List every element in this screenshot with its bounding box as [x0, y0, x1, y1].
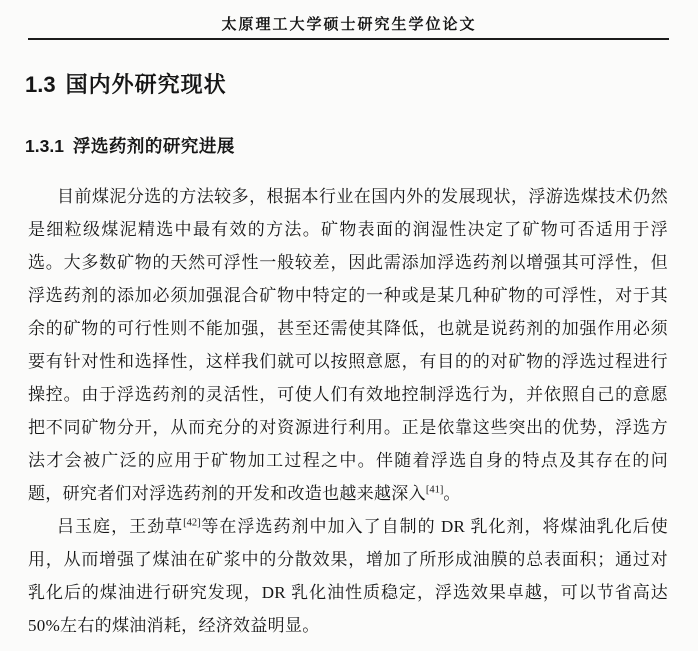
- header-rule: [28, 38, 669, 40]
- section-number: 1.3: [25, 72, 56, 97]
- subsection-heading: [25, 136, 698, 158]
- section-heading: [25, 71, 698, 99]
- section-title: 国内外研究现状: [65, 72, 227, 97]
- paragraph-2-tail: 等在浮选药剂中加入了自制的 DR 乳化剂，将煤油乳化后使用，从而增强了煤油在矿浆中的分散效果，增加了所形成油膜的总表面积；通过对乳化后的煤油进行研究发现，DR 乳化油性质稳定，浮选效果卓越，可以节省高达 50%左右的煤油消耗，经济效益明显。: [28, 517, 668, 636]
- body-text: [28, 180, 668, 642]
- paragraph-2-text: 吕玉庭，王劲草: [57, 517, 184, 537]
- running-header: 太原理工大学硕士研究生学位论文: [221, 17, 477, 33]
- citation-ref-42: [42]: [183, 517, 201, 529]
- paragraph-1-tail: 。: [443, 484, 461, 504]
- paragraph-2: [28, 510, 668, 642]
- citation-ref-41: [41]: [425, 484, 444, 496]
- paragraph-1: [28, 180, 668, 510]
- subsection-title: 浮选药剂的研究进展: [72, 135, 235, 156]
- subsection-number: 1.3.1: [25, 135, 64, 156]
- paragraph-1-text: 目前煤泥分选的方法较多，根据本行业在国内外的发展现状，浮游选煤技术仍然是细粒级煤泥精选中最有效的方法。矿物表面的润湿性决定了矿物可否适用于浮选。大多数矿物的天然可浮性一般较差，因此需添加浮选药剂以增强其可浮性，但浮选药剂的添加必须加强混合矿物中特定的一种或是某几种矿物的可浮性，对于其余的矿物的可行性则不能加强，甚至还需使其降低，也就是说药剂的加强作用必须要有针对性和选择性，这样我们就可以按照意愿，有目的的对矿物的浮选过程进行操控。由于浮选药剂的灵活性，可使人们有效地控制浮选行为，并依照自己的意愿把不同矿物分开，从而充分的对资源进行利用。正是依靠这些突出的优势，浮选方法才会被广泛的应用于矿物加工过程之中。伴随着浮选自身的特点及其存在的问题，研究者们对浮选药剂的开发和改造也越来越深入: [28, 187, 668, 504]
